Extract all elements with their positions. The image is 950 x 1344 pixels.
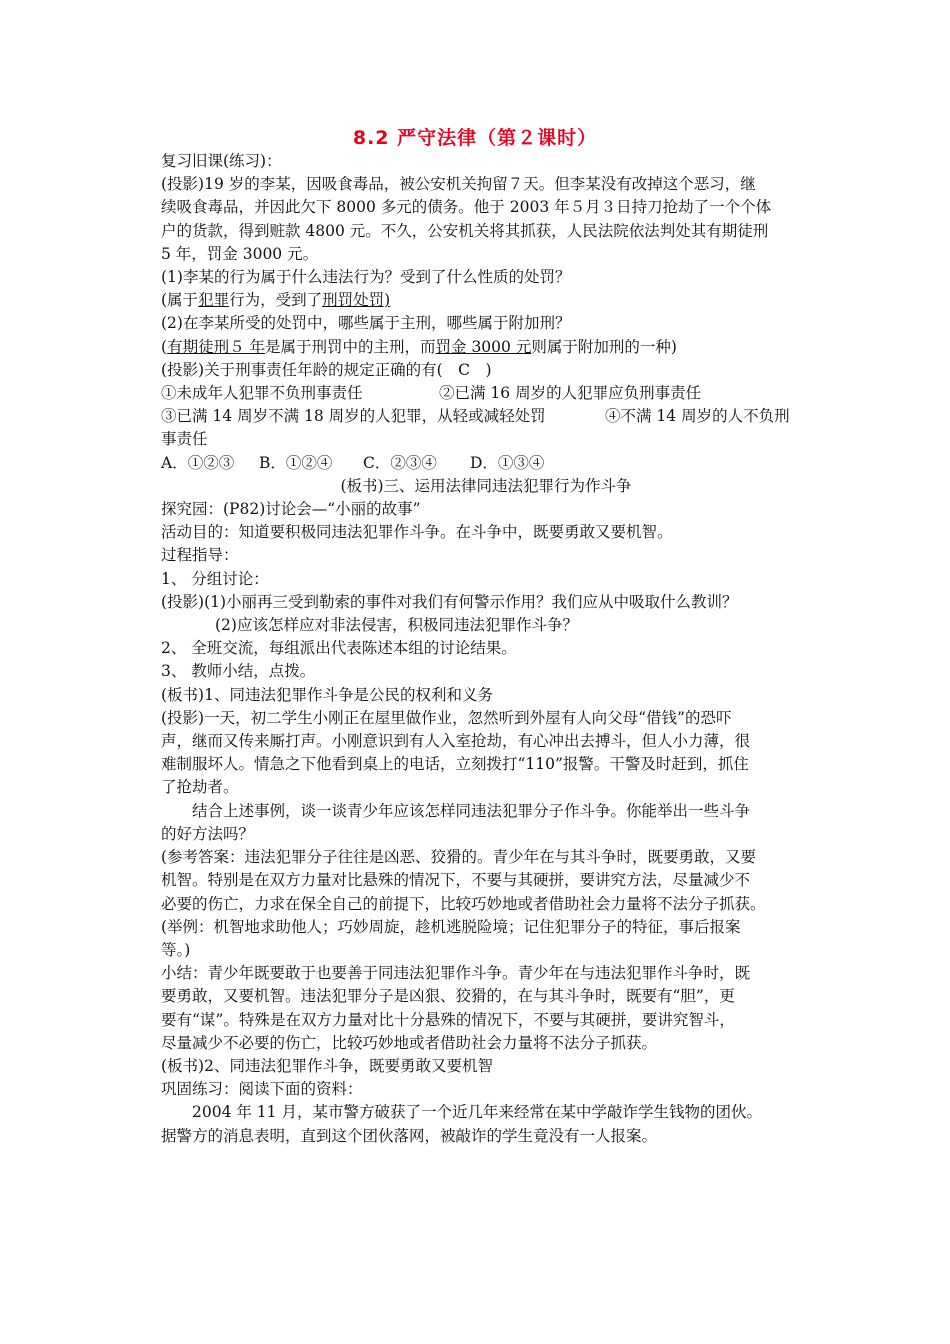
multiple-choice-question: (投影)关于刑事责任年龄的规定正确的有( C ): [161, 360, 492, 379]
answer-1: [161, 289, 811, 312]
case-line-3: 户的货款，得到赃款 4800 元。不久，公安机关将其抓获，人民法院依法判处其有期徒刑: [161, 221, 769, 240]
answer-2-fine: 罚金 3000 元: [435, 337, 532, 356]
answer-2: [161, 336, 811, 359]
activity-goal: 活动目的：知道要积极同违法犯罪作斗争。在斗争中，既要勇敢又要机智。: [161, 523, 673, 542]
question-2: (2)在李某所受的处罚中，哪些属于主刑，哪些属于附加刑？: [161, 314, 571, 333]
answer-line-4: (举例：机智地求助他人；巧妙周旋，趁机逃脱险境；记住犯罪分子的特征，事后报案: [161, 917, 741, 936]
summary-line-3: 要有“谋”。特殊是在双方力量对比十分悬殊的情况下，不要与其硬拼，要讲究智斗，: [161, 1010, 735, 1029]
answer-2-suffix: 则属于附加刑的一种): [531, 337, 677, 356]
choice-c: C．②③④: [363, 453, 437, 472]
practice-heading: 巩固练习：阅读下面的资料：: [161, 1080, 363, 1099]
document-body: [161, 150, 811, 1148]
mc-option-3: ③已满 14 周岁不满 18 周岁的人犯罪，从轻或减轻处罚: [161, 407, 546, 426]
material-line-1: 2004 年 11 月，某市警方破获了一个近几年来经常在某中学敲诈学生钱物的团伙。: [192, 1103, 762, 1122]
answer-1-middle: 行为，受到了: [229, 291, 323, 310]
answer-2-prefix: (: [161, 337, 168, 356]
answer-line-2: 机智。特别是在双方力量对比悬殊的情况下，不要与其硬拼，要讲究方法，尽量减少不: [161, 871, 751, 890]
choice-a: A．①②③: [161, 453, 235, 472]
discussion-question-1: (投影)(1)小丽再三受到勒索的事件对我们有何警示作用？我们应从中吸取什么教训？: [161, 592, 738, 611]
answer-1-prefix: (属于: [161, 291, 199, 310]
answer-line-5: 等。): [161, 940, 191, 959]
summary-line-4: 尽量减少不必要的伤亡，比较巧妙地或者借助社会力量将不法分子抓获。: [161, 1033, 658, 1052]
page-title: 8.2 严守法律（第２课时）: [352, 127, 598, 149]
answer-1-crime: 犯罪: [198, 291, 230, 310]
story-line-3: 难制服坏人。情急之下他看到桌上的电话，立刻拨打“110”报警。干警及时赶到，抓住: [161, 755, 749, 774]
answer-2-main-penalty: 有期徒刑５ 年: [167, 337, 265, 356]
summary-line-2: 要勇敢，又要机智。违法犯罪分子是凶狠、狡猾的，在与其斗争时，既要有“胆”，更: [161, 987, 735, 1006]
board-point-2: (板书)2、同违法犯罪作斗争，既要勇敢又要机智: [161, 1056, 493, 1075]
step-2: 2、 全班交流，每组派出代表陈述本组的讨论结果。: [161, 639, 517, 658]
board-heading-3: (板书)三、运用法律同违法犯罪行为作斗争: [340, 476, 632, 495]
task-line-1: 结合上述事例，谈一谈青少年应该怎样同违法犯罪分子作斗争。你能举出一些斗争: [192, 801, 751, 820]
review-heading: 复习旧课(练习)：: [161, 152, 282, 170]
question-1: (1)李某的行为属于什么违法行为？受到了什么性质的处罚？: [161, 268, 571, 287]
summary-line-1: 小结：青少年既要敢于也要善于同违法犯罪作斗争。青少年在与违法犯罪作斗争时，既: [161, 964, 751, 983]
material-line-2: 据警方的消息表明，直到这个团伙落网，被敲诈的学生竟没有一人报案。: [161, 1126, 658, 1145]
mc-option-1: ①未成年人犯罪不负刑事责任: [161, 384, 363, 403]
choice-d: D．①③④: [470, 453, 545, 472]
mc-options-row-1: [161, 382, 811, 405]
answer-2-middle: 是属于刑罚中的主刑，而: [265, 337, 436, 356]
mc-options-row-2: [161, 405, 811, 428]
process-guide: 过程指导：: [161, 546, 239, 565]
story-line-2: 声，继而又传来厮打声。小刚意识到有人入室抢劫，有心冲出去搏斗，但人小力薄，很: [161, 732, 751, 751]
choice-b: B．①②④: [259, 453, 333, 472]
case-line-4: 5 年，罚金 3000 元。: [161, 244, 319, 263]
explore-line: 探究园：(P82)讨论会—“小丽的故事”: [161, 500, 421, 519]
step-1: 1、 分组讨论：: [161, 569, 269, 588]
answer-line-1: (参考答案：违法犯罪分子往往是凶恶、狡猾的。青少年在与其斗争时，既要勇敢，又要: [161, 848, 757, 867]
mc-choices: [161, 452, 811, 475]
mc-option-4: ④不满 14 周岁的人不负刑: [605, 407, 790, 426]
board-point-1: (板书)1、同违法犯罪作斗争是公民的权利和义务: [161, 685, 493, 704]
task-line-2: 的好方法吗？: [161, 824, 255, 843]
mc-option-4-continued: 事责任: [161, 430, 208, 449]
story-line-4: 了抢劫者。: [161, 778, 239, 797]
discussion-question-2: (2)应该怎样应对非法侵害，积极同违法犯罪作斗争？: [215, 616, 578, 635]
answer-line-3: 必要的伤亡，力求在保全自己的前提下，比较巧妙地或者借助社会力量将不法分子抓获。: [161, 894, 766, 913]
step-3: 3、 教师小结，点拨。: [161, 662, 316, 681]
story-line-1: (投影)一天，初二学生小刚正在屋里做作业，忽然听到外屋有人向父母“借钱”的恐吓: [161, 708, 732, 727]
case-line-1: (投影)19 岁的李某，因吸食毒品，被公安机关拘留７天。但李某没有改掉这个恶习，继: [161, 175, 756, 194]
mc-option-2: ②已满 16 周岁的人犯罪应负刑事责任: [439, 384, 702, 403]
answer-1-penalty: 刑罚处罚): [322, 291, 391, 310]
case-line-2: 续吸食毒品，并因此欠下 8000 多元的债务。他于 2003 年５月３日持刀抢劫了一个个体: [161, 198, 772, 217]
